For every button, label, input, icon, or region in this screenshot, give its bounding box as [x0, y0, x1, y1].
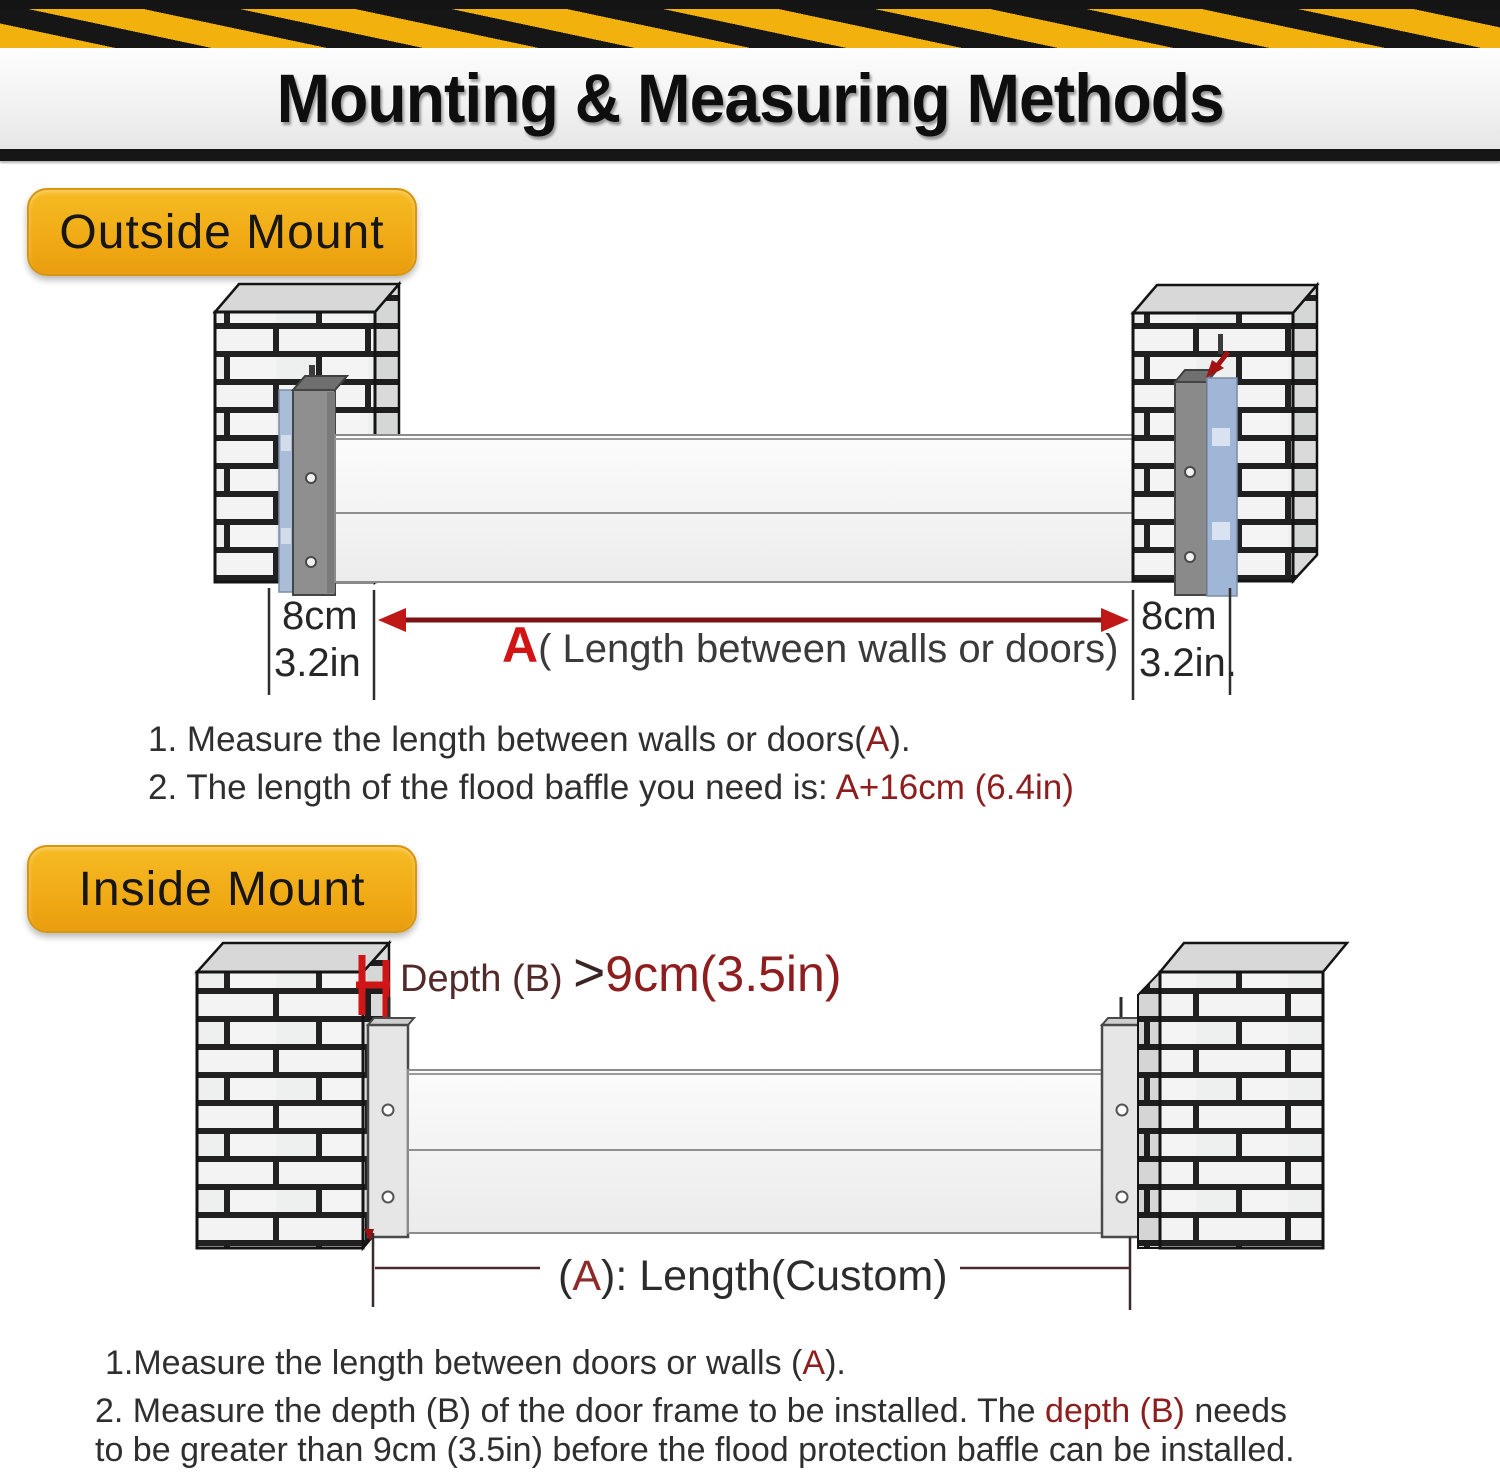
left-dim-cm: 8cm	[282, 594, 358, 638]
screw-hole	[383, 1105, 394, 1116]
length-custom-label: (A): Length(Custom)	[558, 1252, 948, 1300]
outside-step-2: 2. The length of the flood baffle you need is: A+16cm (6.4in)	[148, 768, 1074, 807]
screw-hole	[1185, 467, 1195, 477]
page-title: Mounting & Measuring Methods	[276, 60, 1224, 137]
depth-text: Depth (B)	[400, 958, 574, 1000]
right-pillar	[1138, 943, 1347, 1248]
depth-b-label	[400, 940, 841, 1004]
inside-step-2: 2. Measure the depth (B) of the door frame to be installed. The depth (B) needs	[95, 1392, 1287, 1430]
label-a: A	[502, 617, 539, 673]
hazard-tape-banner	[0, 0, 1500, 48]
left-channel-bracket	[364, 997, 414, 1241]
flood-baffle-panel	[408, 1070, 1102, 1233]
screw-hole	[1117, 1105, 1128, 1116]
inside-mount-badge: Inside Mount	[27, 845, 417, 933]
length-a-label	[502, 616, 1118, 674]
depth-value: 9cm(3.5in)	[605, 946, 842, 1002]
screw-hole	[383, 1192, 394, 1203]
screw-hole	[306, 557, 316, 567]
title-divider	[0, 149, 1500, 161]
label-a-caption: ( Length between walls or doors)	[538, 627, 1119, 671]
screw-hole	[1185, 552, 1195, 562]
screw-hole	[306, 473, 316, 483]
title-band	[0, 48, 1500, 149]
left-dim-in: 3.2in	[274, 641, 361, 685]
anchor-slot	[1218, 334, 1223, 354]
greater-than-sign: >	[573, 941, 606, 1003]
outside-mount-badge: Outside Mount	[27, 188, 417, 276]
left-seal-strip	[279, 390, 293, 592]
tape-black-strip	[0, 0, 1500, 9]
screw-hole	[1117, 1192, 1128, 1203]
right-seal-strip	[1207, 378, 1237, 596]
right-dim-cm: 8cm	[1141, 594, 1217, 638]
right-dim-in: 3.2in.	[1139, 641, 1237, 685]
hazard-stripes-icon	[0, 9, 1500, 48]
inside-step-1: 1.Measure the length between doors or walls (A).	[105, 1344, 846, 1382]
flood-baffle-panel	[335, 435, 1177, 582]
inside-step-2-cont: to be greater than 9cm (3.5in) before the flood protection baffle can be installed.	[95, 1431, 1295, 1469]
outside-step-1: 1. Measure the length between walls or doors(A).	[148, 720, 911, 759]
